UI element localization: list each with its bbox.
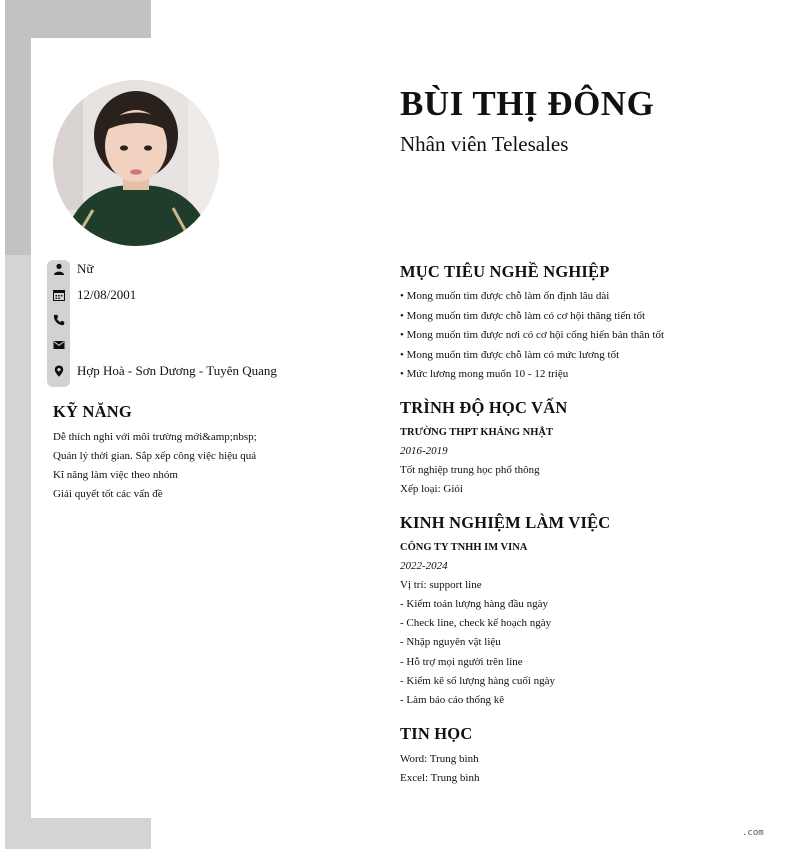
address-text: Hợp Hoà - Sơn Dương - Tuyên Quang	[77, 363, 277, 378]
job-title: Nhân viên Telesales	[400, 132, 569, 156]
birthday-text: 12/08/2001	[77, 287, 137, 302]
skill-item: Quản lý thời gian. Sắp xếp công việc hiệu quả	[53, 450, 257, 462]
calendar-icon	[47, 289, 70, 301]
skill-item: Giải quyết tốt các vấn đề	[53, 488, 163, 500]
experience-detail: Vị trí: support line	[400, 579, 482, 591]
experience-detail: - Làm báo cáo thống kê	[400, 694, 505, 706]
objective-item: • Mong muốn tìm được chỗ làm có mức lương tốt	[400, 349, 620, 361]
experience-detail: - Check line, check kế hoạch ngày	[400, 617, 552, 629]
experience-detail: - Kiểm toán lượng hàng đầu ngày	[400, 598, 549, 610]
company-name: CÔNG TY TNHH IM VINA	[400, 542, 528, 553]
skill-item: Dễ thích nghi với môi trường mới&amp;nbsp;	[53, 431, 257, 443]
experience-detail: - Kiểm kê số lượng hàng cuối ngày	[400, 675, 556, 687]
candidate-name: BÙI THỊ ĐÔNG	[400, 84, 655, 123]
experience-period: 2022-2024	[400, 560, 448, 572]
gender-text: Nữ	[77, 261, 94, 276]
skills-title: KỸ NĂNG	[53, 402, 132, 421]
phone-icon	[47, 314, 70, 326]
location-pin-icon	[47, 365, 70, 377]
it-skill-item: Word: Trung bình	[400, 753, 479, 765]
mail-icon	[47, 339, 70, 351]
education-period: 2016-2019	[400, 445, 448, 457]
contact-gender	[47, 259, 307, 279]
objective-item: • Mong muốn tìm được chỗ làm ổn định lâu dài	[400, 290, 610, 302]
contact-address	[47, 361, 307, 381]
objective-item: • Mong muốn tìm được nơi có cơ hội cống hiến bản thân tốt	[400, 329, 665, 341]
contact-phone	[47, 310, 307, 330]
contact-birthday	[47, 285, 307, 305]
it-skills-title: TIN HỌC	[400, 724, 473, 743]
school-name: TRƯỜNG THPT KHÁNG NHẬT	[400, 427, 553, 438]
experience-detail: - Hỗ trợ mọi người trên line	[400, 656, 523, 668]
watermark-text: .com	[742, 828, 764, 838]
education-detail: Tốt nghiệp trung học phổ thông	[400, 464, 540, 476]
experience-title: KINH NGHIỆM LÀM VIỆC	[400, 513, 611, 532]
experience-detail: - Nhập nguyên vật liệu	[400, 636, 501, 648]
objective-title: MỤC TIÊU NGHỀ NGHIỆP	[400, 262, 610, 281]
objective-item: • Mức lương mong muốn 10 - 12 triệu	[400, 368, 569, 380]
it-skill-item: Excel: Trung bình	[400, 772, 480, 784]
education-title: TRÌNH ĐỘ HỌC VẤN	[400, 398, 568, 417]
education-detail: Xếp loại: Giỏi	[400, 483, 463, 495]
objective-item: • Mong muốn tìm được chỗ làm có cơ hội thăng tiến tốt	[400, 310, 646, 322]
profile-photo	[53, 80, 219, 246]
person-icon	[47, 263, 70, 275]
contact-email	[47, 335, 307, 355]
skill-item: Kĩ năng làm việc theo nhóm	[53, 469, 178, 481]
